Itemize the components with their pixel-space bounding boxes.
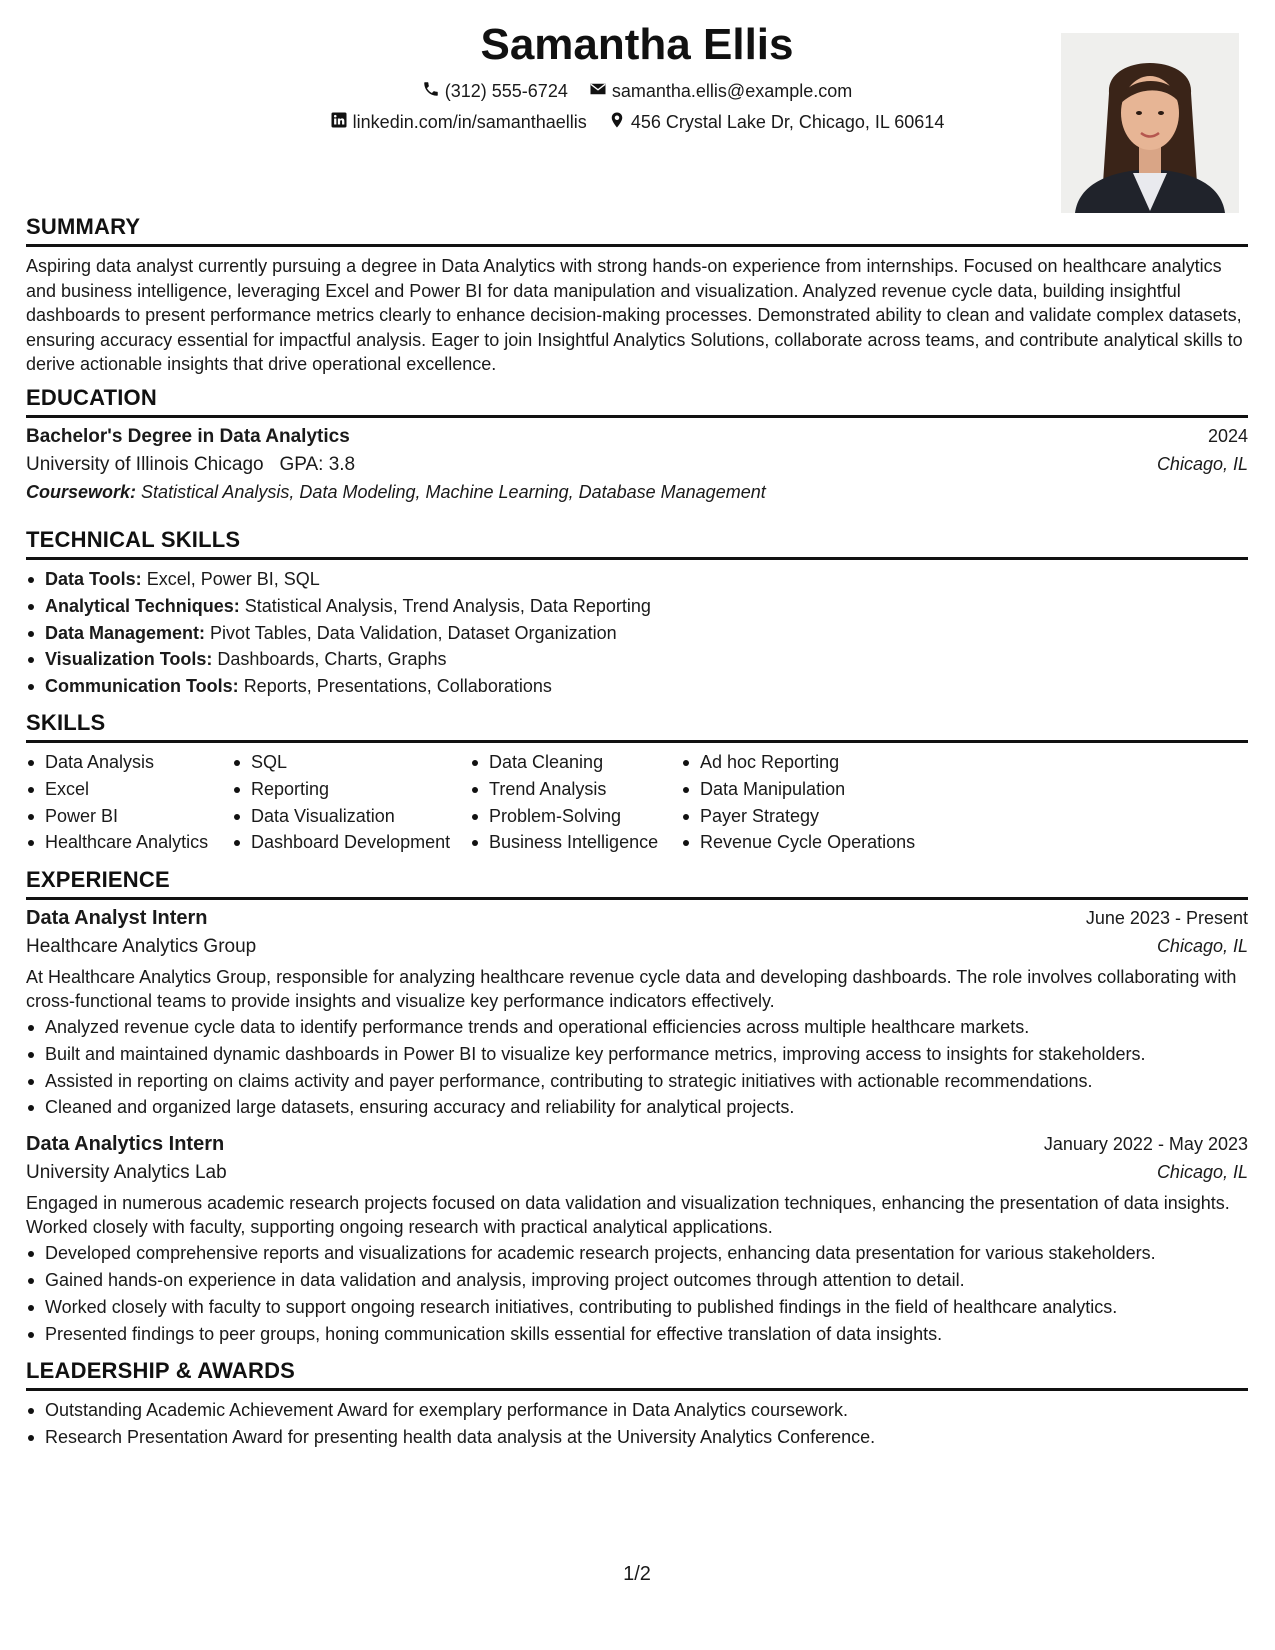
list-item: Data Visualization: [232, 803, 470, 830]
job-bullets: [26, 1240, 1248, 1347]
page-number: 1/2: [623, 1563, 651, 1585]
list-item: Dashboard Development: [232, 829, 470, 856]
education-school-row: [26, 454, 1248, 476]
list-item: Ad hoc Reporting: [681, 749, 981, 776]
skills-column-list: [470, 749, 681, 856]
job-entry: [26, 1133, 1248, 1347]
skill-category-label: Visualization Tools:: [45, 649, 213, 670]
job-company: Healthcare Analytics Group: [26, 936, 257, 957]
list-item: Research Presentation Award for presenting health data analysis at the University Analytics Conference.: [26, 1424, 1248, 1451]
list-item: Problem-Solving: [470, 803, 681, 830]
skill-category-values: Pivot Tables, Data Validation, Dataset Organization: [210, 622, 617, 643]
job-description: At Healthcare Analytics Group, responsible for analyzing healthcare revenue cycle data and developing dashboards. The role involves collaborating with cross-functional teams to provide insights and visualize key performance indicators effectively.: [26, 967, 1237, 1011]
list-item: Worked closely with faculty to support ongoing research initiatives, contributing to published findings in the field of healthcare analytics.: [26, 1294, 1248, 1321]
awards-heading: LEADERSHIP & AWARDS: [26, 1358, 1248, 1391]
contact-linkedin[interactable]: [330, 111, 587, 134]
list-item: Gained hands-on experience in data validation and analysis, improving project outcomes through attention to detail.: [26, 1267, 1248, 1294]
list-item: SQL: [232, 749, 470, 776]
list-item: Developed comprehensive reports and visualizations for academic research projects, enhancing data presentation for various stakeholders.: [26, 1240, 1248, 1267]
job-location: Chicago, IL: [1156, 936, 1248, 956]
job-dates: January 2022 - May 2023: [1043, 1134, 1248, 1155]
phone-number: (312) 555-6724: [444, 81, 568, 101]
list-item: Data Analysis: [26, 749, 232, 776]
linkedin-icon: [330, 111, 348, 134]
coursework-label: Coursework:: [26, 482, 137, 502]
skill-category-label: Data Tools:: [45, 569, 142, 589]
coursework-line: [26, 482, 1248, 503]
list-item: [26, 620, 1248, 647]
skills-column: [470, 749, 681, 856]
list-item: Healthcare Analytics: [26, 829, 232, 856]
contact-phone: [422, 80, 568, 103]
list-item: Trend Analysis: [470, 776, 681, 803]
email-address[interactable]: samantha.ellis@example.com: [611, 81, 853, 101]
job-title-row: [26, 1133, 1248, 1156]
experience-heading: EXPERIENCE: [26, 867, 1248, 900]
skill-category-values: Excel, Power BI, SQL: [146, 569, 320, 589]
list-item: [26, 566, 1248, 593]
skills-column: [26, 749, 232, 856]
job-role: Data Analytics Intern: [26, 1133, 225, 1156]
list-item: Reporting: [232, 776, 470, 803]
graduation-year: 2024: [1207, 426, 1248, 446]
job-company: University Analytics Lab: [26, 1162, 227, 1184]
technical-skills-section: [26, 527, 1248, 700]
candidate-name: Samantha Ellis: [480, 20, 794, 69]
list-item: Data Cleaning: [470, 749, 681, 776]
skill-category-label: Data Management:: [45, 622, 206, 643]
education-section: [26, 385, 1248, 503]
school-line: [26, 454, 355, 476]
list-item: Outstanding Academic Achievement Award for exemplary performance in Data Analytics coursework.: [26, 1397, 1248, 1424]
job-description: Engaged in numerous academic research projects focused on data validation and visualization techniques, enhancing the presentation of data insights. Worked closely with faculty, supporting ongoing research with practical analytical applications.: [26, 1193, 1230, 1237]
skill-category-label: Analytical Techniques:: [45, 595, 240, 616]
summary-heading: SUMMARY: [26, 214, 1248, 247]
list-item: Presented findings to peer groups, honing communication skills essential for effective translation of data insights.: [26, 1321, 1248, 1348]
skills-column: [681, 749, 981, 856]
list-item: Cleaned and organized large datasets, ensuring accuracy and reliability for analytical projects.: [26, 1094, 1248, 1121]
awards-section: [26, 1358, 1248, 1451]
job-bullets: [26, 1014, 1248, 1121]
list-item: Built and maintained dynamic dashboards in Power BI to visualize key performance metrics, improving access to insights for stakeholders.: [26, 1041, 1248, 1068]
list-item: Business Intelligence: [470, 829, 681, 856]
job-company-row: [26, 1162, 1248, 1184]
skills-heading: SKILLS: [26, 710, 1248, 743]
technical-skills-list: [26, 566, 1248, 700]
skills-column-list: [26, 749, 232, 856]
list-item: Payer Strategy: [681, 803, 981, 830]
skills-section: [26, 710, 1248, 856]
contact-email[interactable]: [589, 80, 852, 103]
degree-title: Bachelor's Degree in Data Analytics: [26, 426, 350, 447]
school-name: University of Illinois Chicago: [26, 454, 264, 475]
linkedin-url[interactable]: linkedin.com/in/samanthaellis: [352, 112, 587, 132]
education-degree-row: [26, 426, 1248, 448]
list-item: Assisted in reporting on claims activity and payer performance, contributing to strategic initiatives with actionable recommendations.: [26, 1068, 1248, 1095]
list-item: Analyzed revenue cycle data to identify performance trends and operational efficiencies across multiple healthcare markets.: [26, 1014, 1248, 1041]
list-item: [26, 646, 1248, 673]
job-role: Data Analyst Intern: [26, 907, 208, 929]
job-company-row: [26, 936, 1248, 958]
profile-photo: [1061, 33, 1239, 213]
job-title-row: [26, 907, 1248, 930]
coursework-list: Statistical Analysis, Data Modeling, Machine Learning, Database Management: [141, 482, 766, 502]
list-item: [26, 673, 1248, 700]
skills-grid: [26, 749, 1248, 856]
envelope-icon: [589, 80, 607, 103]
summary-section: [26, 214, 1248, 377]
skill-category-values: Reports, Presentations, Collaborations: [243, 676, 552, 697]
experience-section: [26, 867, 1248, 1347]
list-item: Revenue Cycle Operations: [681, 829, 981, 856]
gpa: GPA: 3.8: [279, 454, 356, 475]
education-heading: EDUCATION: [26, 385, 1248, 418]
resume-page: [26, 0, 1248, 1650]
jobs-list: [26, 907, 1248, 1347]
list-item: [26, 593, 1248, 620]
skill-category-values: Dashboards, Charts, Graphs: [217, 649, 447, 670]
list-item: Data Manipulation: [681, 776, 981, 803]
summary-text: Aspiring data analyst currently pursuing a degree in Data Analytics with strong hands-on experience from internships. Focused on healthcare analytics and business intelligence, leveraging Excel and Power BI for data manipulation and visualization. Analyzed revenue cycle data, building insightful dashboards to present performance metrics clearly to enhance decision-making processes. Demonstrated ability to clean and validate complex datasets, ensuring accuracy essential for impactful analysis. Eager to join Insightful Analytics Solutions, collaborate across teams, and contribute analytical skills to derive actionable insights that drive operational excellence.: [26, 256, 1243, 374]
skills-column: [232, 749, 470, 856]
awards-list: [26, 1397, 1248, 1451]
street-address: 456 Crystal Lake Dr, Chicago, IL 60614: [630, 112, 945, 132]
list-item: Excel: [26, 776, 232, 803]
skills-column-list: [681, 749, 981, 856]
technical-skills-heading: TECHNICAL SKILLS: [26, 527, 1248, 560]
skill-category-values: Statistical Analysis, Trend Analysis, Data Reporting: [244, 595, 651, 616]
contact-address: [608, 111, 945, 134]
list-item: Power BI: [26, 803, 232, 830]
phone-icon: [422, 80, 440, 103]
job-entry: [26, 907, 1248, 1121]
skills-column-list: [232, 749, 470, 856]
school-location: Chicago, IL: [1156, 454, 1248, 474]
resume-header: [26, 0, 1248, 220]
job-dates: June 2023 - Present: [1085, 908, 1248, 928]
skill-category-label: Communication Tools:: [45, 676, 239, 697]
job-location: Chicago, IL: [1156, 1162, 1248, 1183]
map-pin-icon: [608, 111, 626, 134]
